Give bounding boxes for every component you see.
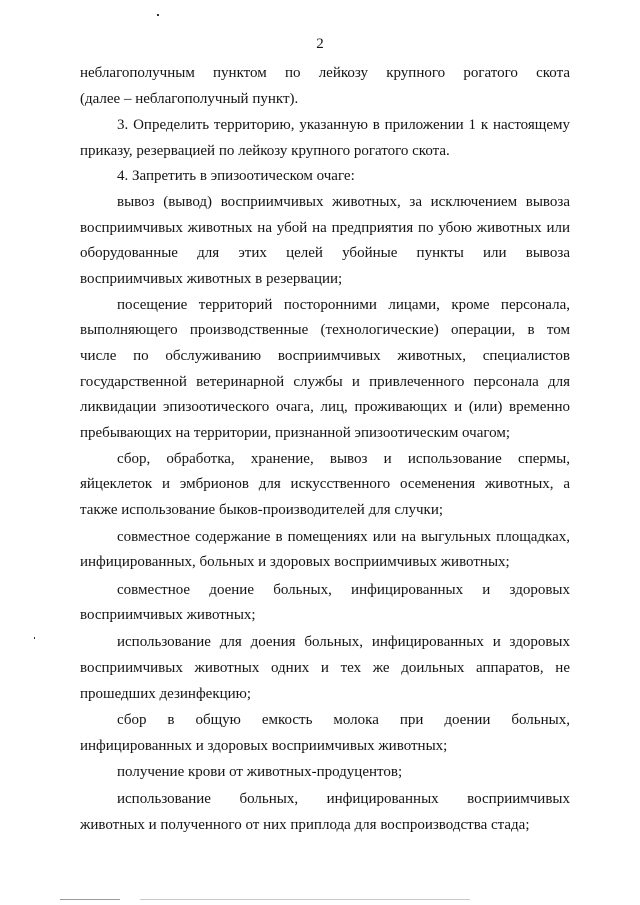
body-line: 4. Запретить в эпизоотическом очаге: (117, 168, 355, 184)
body-line: совместное доение больных, инфицированных и здоровых (117, 582, 570, 598)
body-line: совместное содержание в помещениях или на выгульных площадках, (117, 529, 570, 545)
page-number: 2 (316, 36, 324, 52)
body-line: восприимчивых животных на убой на предприятия по убою животных или (80, 220, 570, 236)
body-line: сбор, обработка, хранение, вывоз и использование спермы, (117, 451, 570, 467)
body-line: получение крови от животных-продуцентов; (117, 764, 403, 780)
body-line: прошедших дезинфекцию; (80, 686, 252, 702)
body-line: восприимчивых животных одних и тех же доильных аппаратов, не (80, 660, 570, 676)
body-line: пребывающих на территории, признанной эпизоотическим очагом; (80, 425, 511, 441)
body-line: посещение территорий посторонними лицами, кроме персонала, (117, 297, 570, 313)
body-line: оборудованные для этих целей убойные пункты или вывоза (80, 245, 570, 261)
body-line: неблагополучным пунктом по лейкозу крупного рогатого скота (80, 65, 570, 81)
body-line: использование больных, инфицированных восприимчивых (117, 791, 570, 807)
body-line: числе по обслуживанию восприимчивых животных, специалистов (80, 348, 570, 364)
body-line: инфицированных, больных и здоровых восприимчивых животных; (80, 554, 510, 570)
body-line: вывоз (вывод) восприимчивых животных, за исключением вывоза (117, 194, 570, 210)
body-line: яйцеклеток и эмбрионов для искусственного осеменения животных, а (80, 476, 570, 492)
scan-edge-rule (60, 899, 120, 900)
body-line: приказу, резервацией по лейкозу крупного рогатого скота. (80, 143, 450, 159)
body-line: ликвидации эпизоотического очага, лиц, проживающих и (или) временно (80, 399, 570, 415)
scan-edge-rule (140, 899, 470, 900)
body-line: восприимчивых животных в резервации; (80, 271, 343, 287)
body-line: государственной ветеринарной службы и привлеченного персонала для (80, 374, 570, 390)
body-line: выполняющего производственные (технологические) операции, в том (80, 322, 570, 338)
body-line: также использование быков-производителей для случки; (80, 502, 444, 518)
scan-speck (157, 14, 159, 16)
body-line: использование для доения больных, инфицированных и здоровых (117, 634, 570, 650)
body-line: 3. Определить территорию, указанную в приложении 1 к настоящему (117, 117, 570, 133)
body-line: восприимчивых животных; (80, 607, 256, 623)
body-line: (далее – неблагополучный пункт). (80, 91, 299, 107)
body-line: инфицированных и здоровых восприимчивых животных; (80, 738, 448, 754)
scan-speck (34, 637, 35, 639)
body-line: сбор в общую емкость молока при доении больных, (117, 712, 570, 728)
body-line: животных и полученного от них приплода для воспроизводства стада; (80, 817, 530, 833)
